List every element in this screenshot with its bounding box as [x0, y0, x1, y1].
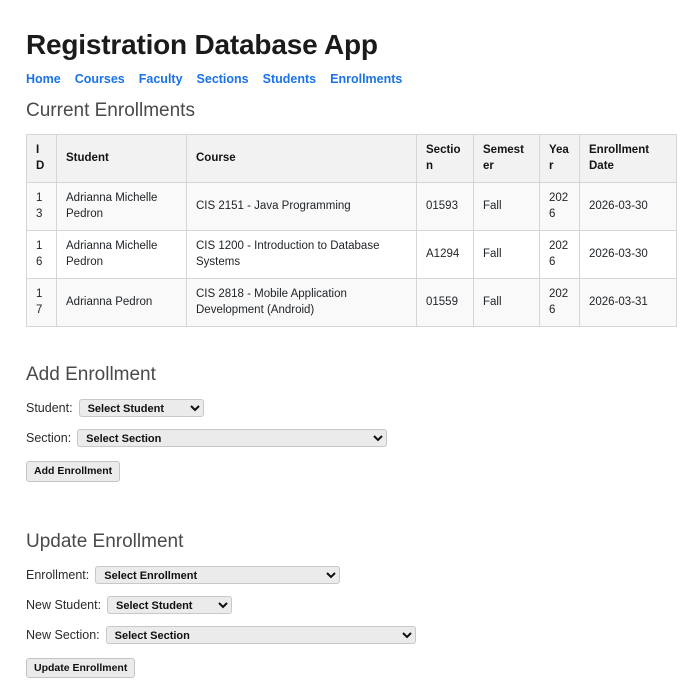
- column-header-student: Student: [57, 135, 187, 183]
- update-enrollment-row: [26, 566, 674, 584]
- enrollments-table-body: [27, 183, 677, 327]
- add-section-label: Section:: [26, 431, 72, 446]
- cell-semester: Fall: [474, 183, 540, 231]
- update-enrollment-label: Enrollment:: [26, 567, 90, 582]
- update-enrollment-heading: Update Enrollment: [26, 530, 184, 552]
- cell-enrollment-date: 2026-03-30: [580, 231, 677, 279]
- update-new-section-row: [26, 626, 674, 644]
- cell-section: 01593: [417, 183, 474, 231]
- cell-enrollment-date: 2026-03-31: [580, 279, 677, 327]
- column-header-enrollment-date: Enrollment Date: [580, 135, 677, 183]
- cell-id: 17: [27, 279, 57, 327]
- add-student-label: Student:: [26, 401, 73, 416]
- add-section-row: [26, 429, 674, 447]
- cell-semester: Fall: [474, 279, 540, 327]
- cell-section: 01559: [417, 279, 474, 327]
- table-row: [27, 183, 677, 231]
- enrollments-table: [26, 134, 677, 327]
- update-new-student-row: [26, 596, 674, 614]
- nav-link-faculty[interactable]: Faculty: [138, 71, 183, 86]
- table-row: [27, 279, 677, 327]
- add-student-select[interactable]: [79, 399, 204, 417]
- update-enrollment-button[interactable]: Update Enrollment: [26, 658, 135, 679]
- table-header-row: [27, 135, 677, 183]
- cell-section: A1294: [417, 231, 474, 279]
- cell-course: CIS 1200 - Introduction to Database Systems: [187, 231, 417, 279]
- column-header-course: Course: [187, 135, 417, 183]
- main-navigation: [26, 72, 674, 87]
- column-header-section: Section: [417, 135, 474, 183]
- add-enrollment-heading: Add Enrollment: [26, 364, 156, 386]
- nav-link-courses[interactable]: Courses: [74, 71, 125, 86]
- table-row: [27, 231, 677, 279]
- add-enrollment-button[interactable]: Add Enrollment: [26, 461, 120, 482]
- cell-semester: Fall: [474, 231, 540, 279]
- cell-year: 2026: [540, 279, 580, 327]
- cell-course: CIS 2818 - Mobile Application Development (Android): [187, 279, 417, 327]
- add-student-row: [26, 399, 674, 417]
- cell-enrollment-date: 2026-03-30: [580, 183, 677, 231]
- enrollments-table-head: [27, 135, 677, 183]
- nav-link-sections[interactable]: Sections: [196, 71, 249, 86]
- add-enrollment-button-row: [26, 461, 674, 482]
- cell-student: Adrianna Pedron: [57, 279, 187, 327]
- update-new-student-select[interactable]: [107, 596, 232, 614]
- column-header-semester: Semester: [474, 135, 540, 183]
- column-header-year: Year: [540, 135, 580, 183]
- update-enrollment-select[interactable]: [95, 566, 340, 584]
- cell-year: 2026: [540, 183, 580, 231]
- cell-year: 2026: [540, 231, 580, 279]
- cell-student: Adrianna Michelle Pedron: [57, 183, 187, 231]
- update-new-section-label: New Section:: [26, 627, 100, 642]
- page-title: Registration Database App: [26, 29, 378, 60]
- add-section-select[interactable]: [77, 429, 387, 447]
- cell-id: 16: [27, 231, 57, 279]
- nav-link-students[interactable]: Students: [262, 71, 317, 86]
- cell-student: Adrianna Michelle Pedron: [57, 231, 187, 279]
- cell-id: 13: [27, 183, 57, 231]
- nav-link-home[interactable]: Home: [26, 71, 61, 86]
- column-header-id: ID: [27, 135, 57, 183]
- current-enrollments-heading: Current Enrollments: [26, 99, 195, 121]
- cell-course: CIS 2151 - Java Programming: [187, 183, 417, 231]
- update-new-student-label: New Student:: [26, 597, 102, 612]
- update-new-section-select[interactable]: [106, 626, 416, 644]
- update-enrollment-button-row: [26, 658, 674, 679]
- nav-link-enrollments[interactable]: Enrollments: [330, 71, 403, 86]
